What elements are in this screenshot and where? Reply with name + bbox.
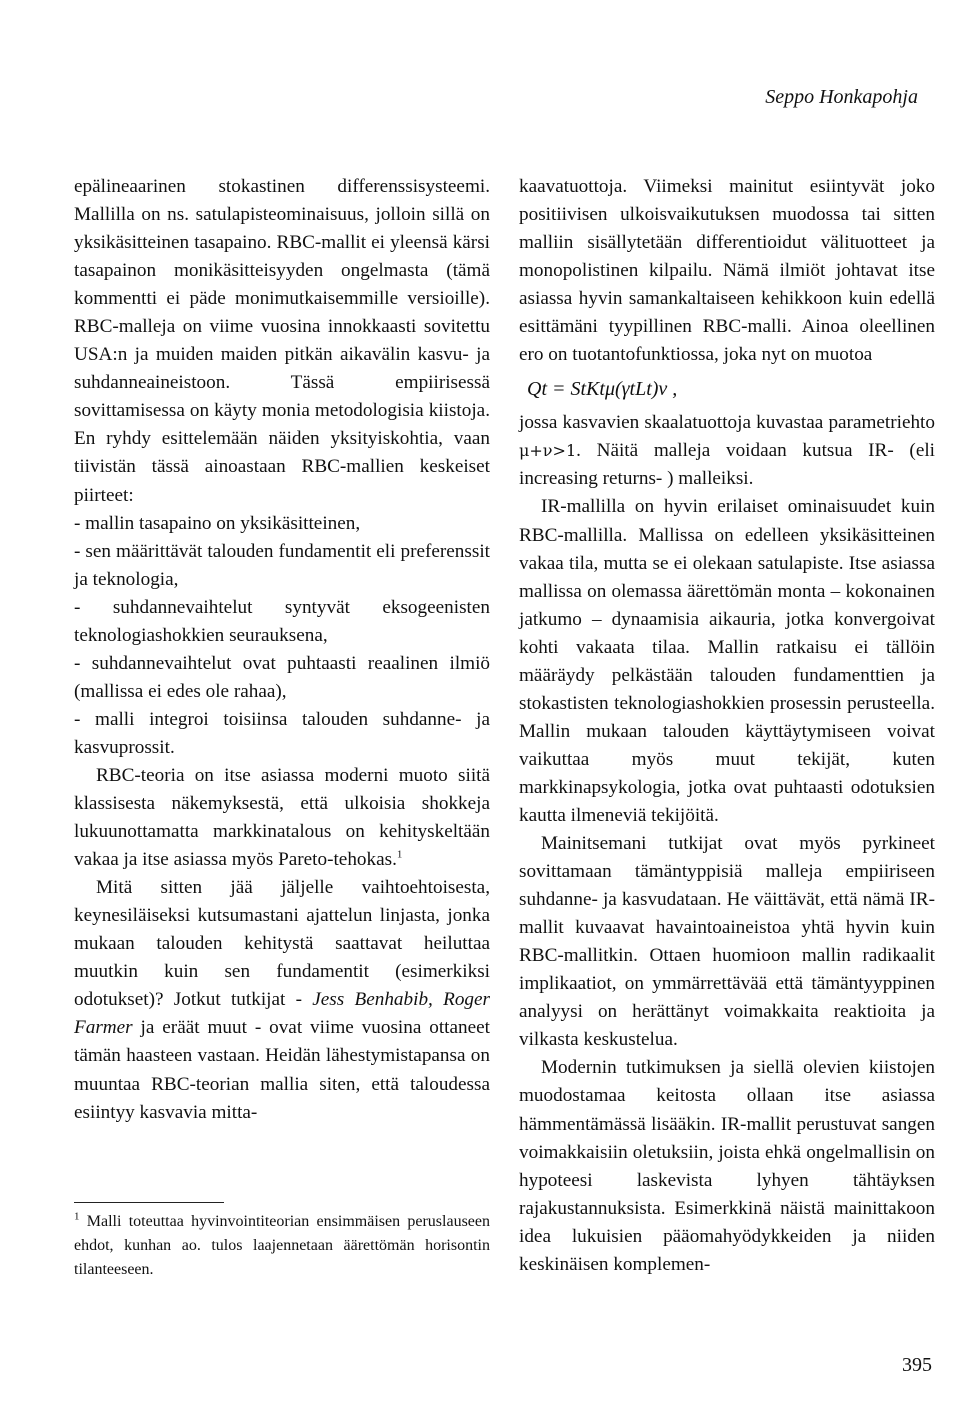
bullet-item-4: - suhdannevaihtelut ovat puhtaasti reaalinen ilmiö (mallissa ei edes ole rahaa), xyxy=(74,652,490,702)
left-column xyxy=(74,173,490,1127)
right-paragraph-5: Modernin tutkimuksen ja siellä olevien kiistojen muodostamaa keitosta ollaan itse asiassa hämmentämässä lisääkin. IR-mallit perustuvat sangen voimakkaisiin oletuksiin, joista ehkä ongelmallisin on hypoteesi laskevista lyhyen tähtäyksen rajakustannuksista. Esimerkkinä näistä mainittakoon idea lukuisien pääomahyödykkeiden ja niiden keskinäisen komplemen- xyxy=(519,1057,935,1275)
footnote-divider xyxy=(74,1202,224,1203)
production-function-formula: Qt = StKtμ(γtLt)ν , xyxy=(527,378,678,401)
bullet-item-2: - sen määrittävät talouden fundamentit eli preferenssit ja teknologia, xyxy=(74,540,490,590)
cited-authors: Jess Benhabib, Roger Farmer xyxy=(74,989,490,1039)
left-paragraph-3-text-a: Mitä sitten jää jäljelle vaihtoehtoisesta, keynesiläiseksi kutsumastani ajattelun linjasta, jonka mukaan talouden kehitystä saattavat heiluttaa muutkin kuin sen fundamentit (esimerkiksi odotukset)? Jotkut tutkijat - xyxy=(74,877,490,1011)
footnote-mark: 1 xyxy=(74,1210,80,1223)
right-paragraph-2-text-a: jossa kasvavien skaalatuottoja kuvastaa parametriehto xyxy=(519,412,935,434)
right-paragraph-3: IR-mallilla on hyvin erilaiset ominaisuudet kuin RBC-mallilla. Mallissa on edelleen yksikäsitteinen vakaa tila, mutta se ei olekaan satulapiste. Itse asiassa mallissa on olemassa äärettömän monta – kokonainen jatkumo – dynaamisia aikauria, jotka konvergoivat kohti vakaata tilaa. Mallin ratkaisu ei tällöin määräydy pelkästään talouden fundamenttien ja stokastisten teknologiashokkien prosessin perusteella. Mallin mukaan talouden käyttäytymiseen voivat vaikuttaa myös muut tekijät, kuten markkinapsykologia, jotka ovat puhtaasti odotuksien kautta ilmeneviä tekijöitä. xyxy=(519,496,935,826)
parameter-condition: μ+ν>1 xyxy=(519,441,577,461)
footnote-text: Malli toteuttaa hyvinvointiteorian ensimmäisen peruslauseen ehdot, kunhan ao. tulos laajennetaan äärettömän horisontin tilanteeseen. xyxy=(74,1213,490,1278)
right-paragraph-4: Mainitsemani tutkijat ovat myös pyrkineet sovittamaan tämäntyppisiä malleja empiiriseen suhdanne- ja kasvudataan. He väittävät, että nämä IR-mallit kuvaavat havaintoaineistoa yhtä hyvin kuin RBC-mallitkin. Ottaen huomioon mallin radikaalit implikaatiot, on ymmärrettävää että tämäntyyppinen analyysi on herättänyt voimakkaita reaktioita ja vilkasta keskustelua. xyxy=(519,833,935,1051)
page-number: 395 xyxy=(902,1354,932,1376)
left-paragraph-2 xyxy=(74,762,490,874)
right-column xyxy=(519,173,935,1279)
running-header-author: Seppo Honkapohja xyxy=(765,86,918,108)
bullet-item-3: - suhdannevaihtelut syntyvät eksogeenisten teknologiashokkien seurauksena, xyxy=(74,596,490,646)
right-paragraph-2-text-b: . Näitä malleja voidaan kutsua IR- (eli increasing returns- ) malleiksi. xyxy=(519,440,935,490)
left-paragraph-2-text: RBC-teoria on itse asiassa moderni muoto siitä klassisesta näkemyksestä, että ulkoisia shokkeja lukuunottamatta markkinatalous on kehityskeltään vakaa ja itse asiassa myös Pareto-tehokas. xyxy=(74,764,490,871)
left-paragraph-3-text-b: ja eräät muut - ovat viime vuosina ottaneet tämän haasteen vastaan. Heidän lähestymistapansa on muuntaa RBC-teorian mallia siten, että taloudessa esiintyy kasvavia mitta- xyxy=(74,1017,490,1123)
footnote-reference: 1 xyxy=(396,848,403,861)
footnote xyxy=(74,1210,490,1282)
left-paragraph-3 xyxy=(74,874,490,1126)
left-paragraph-1: epälineaarinen stokastinen differenssisysteemi. Mallilla on ns. satulapisteominaisuus, jolloin sillä on yksikäsitteinen tasapaino. RBC-mallit ei yleensä kärsi tasapainon monikäsitteisyyden ongelmasta (tämä kommentti ei päde monimutkaisemmille versioille). RBC-malleja on viime vuosina innokkaasti sovitettu USA:n ja muiden maiden pitkän aikavälin kasvu- ja suhdanneaineistoon. Tässä empiirisessä sovittamisessa on käyty monia metodologisia kiistoja. En ryhdy esittelemään näiden yksityiskohtia, vaan tiivistän tässä ainoastaan RBC-mallien keskeiset piirteet: xyxy=(74,176,490,506)
right-paragraph-1: kaavatuottoja. Viimeksi mainitut esiintyvät joko positiivisen ulkoisvaikutuksen muodossa tai sitten malliin sisällytetään differentioidut välituotteet ja monopolistinen kilpailu. Nämä ilmiöt johtavat itse asiassa hyvin samankaltaiseen kehikkoon kuin edellä esittämäni tyypillinen RBC-malli. Ainoa oleellinen ero on tuotantofunktiossa, joka nyt on muotoa xyxy=(519,176,935,366)
bullet-item-1: - mallin tasapaino on yksikäsitteinen, xyxy=(74,512,361,534)
right-paragraph-2 xyxy=(519,409,935,493)
bullet-item-5: - malli integroi toisiinsa talouden suhdanne- ja kasvuprossit. xyxy=(74,708,490,758)
